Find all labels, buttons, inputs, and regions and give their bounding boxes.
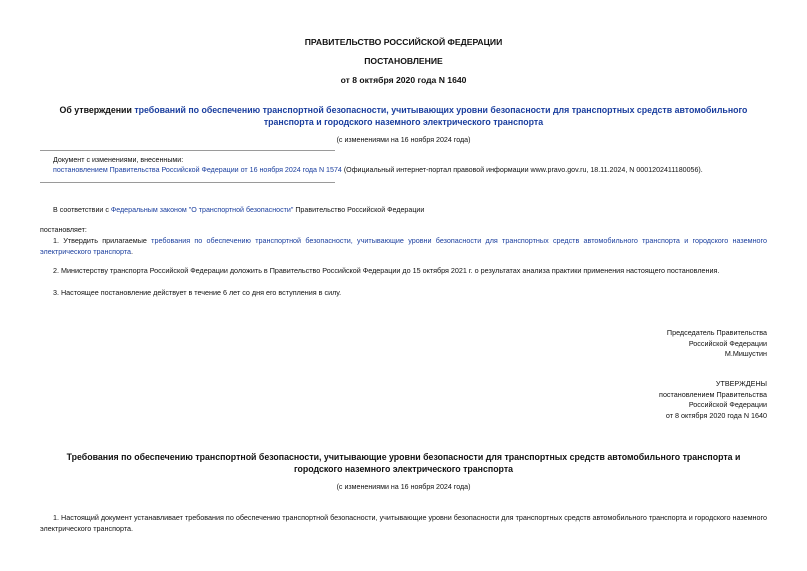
approved-by: постановлением Правительства [659, 389, 767, 399]
item-3: 3. Настоящее постановление действует в течение 6 лет со дня его вступления в силу. [53, 288, 342, 297]
approved-block [659, 379, 767, 421]
requirements-item-1: 1. Настоящий документ устанавливает требования по обеспечению транспортной безопасности, учитывающие уровни безопасности для транспортных средств автомобильного транспорта и городского наземного электрического транспорта. [40, 513, 767, 533]
amendment-source: (Официальный интернет-портал правовой информации www.pravo.gov.ru, 18.11.2024, N 0001202411180056). [341, 166, 703, 174]
item-1-before: 1. Утвердить прилагаемые [53, 236, 152, 245]
bottom-rule [40, 182, 335, 183]
amendments-label: Документ с изменениями, внесенными: [53, 156, 184, 164]
signature-name: М.Мишустин [724, 349, 767, 358]
item-2: 2. Министерству транспорта Российской Федерации доложить в Правительство Российской Федерации до 15 октября 2021 г. о результатах анализа практики применения настоящего постановления. [53, 266, 720, 275]
doc-type-heading: ПОСТАНОВЛЕНИЕ [364, 56, 443, 66]
requirements-title: Требования по обеспечению транспортной безопасности, учитывающие уровни безопасности для транспортных средств автомобильного транспорта и городского наземного электрического транспорта [66, 452, 741, 474]
title-prefix: Об утверждении [59, 105, 135, 115]
preamble-after: Правительство Российской Федерации [293, 206, 425, 214]
preamble-before: В соответствии с [53, 206, 111, 214]
approved-country: Российской Федерации [688, 400, 767, 409]
revision-note: (с изменениями на 16 ноября 2024 года) [336, 136, 471, 144]
top-rule [40, 150, 335, 151]
approved-label: УТВЕРЖДЕНЫ [715, 379, 767, 388]
decides: постановляет: [40, 226, 87, 234]
requirements-link[interactable]: требования по обеспечению транспортной безопасности, учитывающие уровни безопасности для транспортных средств автомобильного транспорта и городского наземного электрического транспорта [40, 236, 767, 256]
amendments-line [53, 166, 773, 174]
federal-law-link[interactable]: Федеральным законом "О транспортной безопасности" [110, 206, 294, 214]
government-heading: ПРАВИТЕЛЬСТВО РОССИЙСКОЙ ФЕДЕРАЦИИ [304, 37, 503, 47]
item-1-after: . [131, 247, 134, 256]
signature-position: Председатель Правительства [666, 328, 767, 337]
signature-country: Российской Федерации [688, 338, 767, 348]
approved-date: от 8 октября 2020 года N 1640 [665, 410, 767, 420]
document-title [40, 104, 767, 128]
item-1 [40, 235, 767, 257]
requirements-revision-note: (с изменениями на 16 ноября 2024 года) [336, 483, 471, 491]
signature-block [667, 328, 767, 360]
title-link[interactable]: требований по обеспечению транспортной безопасности, учитывающих уровни безопасности для транспортных средств автомобильного транспорта и городского наземного электрического транспорта [134, 105, 748, 127]
preamble [53, 206, 424, 214]
amendment-link[interactable]: постановлением Правительства Российской Федерации от 16 ноября 2024 года N 1574 [53, 166, 342, 174]
doc-date-number: от 8 октября 2020 года N 1640 [340, 75, 467, 85]
